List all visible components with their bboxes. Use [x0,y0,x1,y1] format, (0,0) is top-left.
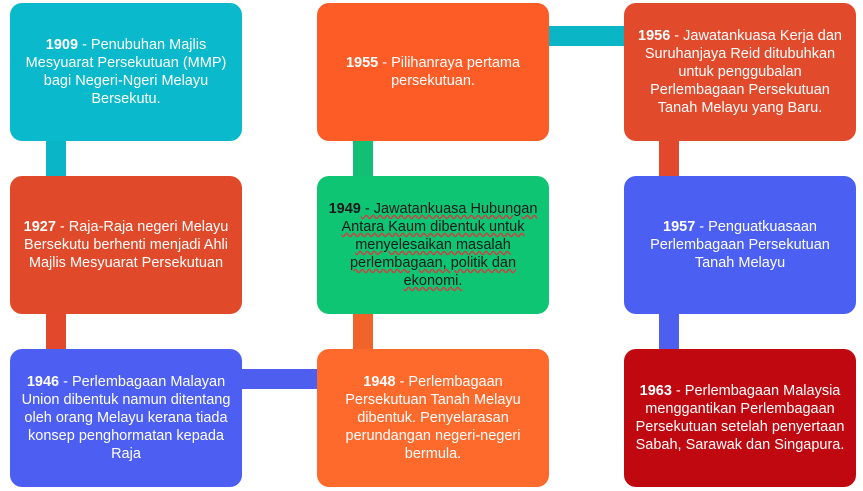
year-label: 1927 [23,219,56,235]
year-label: 1963 [639,383,672,399]
event-text: - Jawatankuasa Hubungan Antara Kaum dibentuk untuk menyelesaikan masalah perlembagaan, politik dan ekonomi. [341,201,538,289]
timeline-box-1963 [624,349,856,487]
year-label: 1955 [345,55,379,71]
year-label: 1948 [363,374,396,390]
event-text: - Perlembagaan Malaysia menggantikan Perlembagaan Persekutuan setelah penyertaan Sabah, Sarawak dan Singapura. [635,383,845,453]
connector-1909-1927 [46,140,66,178]
timeline-box-1948 [317,349,549,487]
timeline-box-1946 [10,349,242,487]
connector-1927-1946 [46,311,66,349]
event-text: - Raja-Raja negeri Melayu Bersekutu berhenti menjadi Ahli Majlis Mesyuarat Persekutuan [24,219,229,271]
timeline-box-1956 [624,3,856,141]
timeline-box-1927 [10,176,242,314]
connector-1946-1948 [238,369,320,389]
connector-1956-1957 [659,140,679,178]
year-label: 1956 [638,28,671,44]
connector-1957-1963 [659,311,679,349]
connector-1948-1949 [353,311,373,349]
event-text: - Penubuhan Majlis Mesyuarat Persekutuan (MMP) bagi Negeri-Ngeri Melayu Bersekutu. [25,37,227,107]
event-text: - Perlembagaan Persekutuan Tanah Melayu dibentuk. Penyelarasan perundangan negeri-negeri bermula. [345,374,521,462]
connector-1949-1955 [353,140,373,178]
year-label: 1909 [45,37,79,53]
timeline-box-1955 [317,3,549,141]
connector-1955-1956 [545,26,627,46]
event-text: - Jawatankuasa Kerja dan Suruhanjaya Reid ditubuhkan untuk penggubalan Perlembagaan Persekutuan Tanah Melayu yang Baru. [644,28,842,116]
year-label: 1957 [663,219,696,235]
timeline-box-1909 [10,3,242,141]
event-text: - Pilihanraya pertama persekutuan. [378,55,521,89]
year-label: 1946 [26,374,60,390]
timeline-box-1949 [317,176,549,314]
year-label: 1949 [328,201,361,217]
event-text: - Perlembagaan Malayan Union dibentuk namun ditentang oleh orang Melayu kerana tiada konsep penghormatan kepada Raja [21,374,231,462]
event-text: - Penguatkuasaan Perlembagaan Persekutuan Tanah Melayu [650,219,830,271]
timeline-box-1957 [624,176,856,314]
